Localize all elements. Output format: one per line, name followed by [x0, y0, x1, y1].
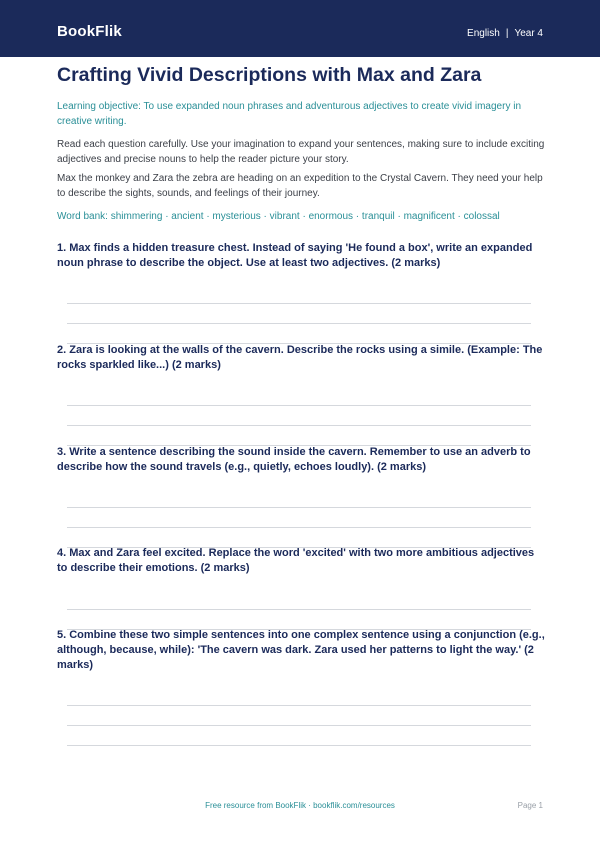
story-intro-text: Max the monkey and Zara the zebra are heading on an expedition to the Crystal Cavern. They need your help to describe the sights, sounds, and feelings of their journey. — [57, 173, 543, 199]
page-number: Page 1 — [517, 801, 543, 810]
question-1: 1. Max finds a hidden treasure chest. Instead of saying 'He found a box', write an expanded noun phrase to describe the object. Use at least two adjectives. (2 marks) — [57, 242, 533, 269]
answer-line[interactable] — [67, 527, 531, 528]
answer-line[interactable] — [67, 609, 531, 610]
answer-line[interactable] — [67, 705, 531, 706]
meta-separator: | — [505, 28, 509, 39]
learning-objective: Learning objective: To use expanded noun phrases and adventurous adjectives to create vivid imagery in creative writing. — [57, 101, 521, 127]
instructions-text: Read each question carefully. Use your imagination to expand your sentences, making sure to include exciting adjectives and precise nouns to help the reader picture your story. — [57, 139, 545, 165]
answer-line[interactable] — [67, 725, 531, 726]
answer-line[interactable] — [67, 323, 531, 324]
question-3: 3. Write a sentence describing the sound inside the cavern. Remember to use an adverb to describe how the sound travels (e.g., quietly, echoes loudly). (2 marks) — [57, 446, 531, 473]
subject-label: English — [467, 28, 500, 39]
year-label: Year 4 — [514, 28, 543, 39]
worksheet-title: Crafting Vivid Descriptions with Max and Zara — [57, 64, 482, 86]
answer-line[interactable] — [67, 745, 531, 746]
answer-line[interactable] — [67, 425, 531, 426]
answer-line[interactable] — [67, 303, 531, 304]
question-2: 2. Zara is looking at the walls of the cavern. Describe the rocks using a simile. (Example: The rocks sparkled like...) (2 marks) — [57, 344, 543, 371]
answer-line[interactable] — [67, 405, 531, 406]
footer-resource-link[interactable]: Free resource from BookFlik · bookflik.com/resources — [205, 801, 395, 810]
answer-line[interactable] — [67, 507, 531, 508]
brand-logo: BookFlik — [57, 23, 122, 40]
page-header — [0, 0, 600, 57]
question-4: 4. Max and Zara feel excited. Replace the word 'excited' with two more ambitious adjectives to describe their emotions. (2 marks) — [57, 547, 535, 574]
subject-year-label — [467, 28, 543, 39]
question-5: 5. Combine these two simple sentences into one complex sentence using a conjunction (e.g., although, because, while): 'The cavern was dark. Zara used her patterns to light the way.' (2 marks) — [57, 629, 545, 671]
word-bank: Word bank: shimmering · ancient · mysterious · vibrant · enormous · tranquil · magnificent · colossal — [57, 211, 500, 222]
